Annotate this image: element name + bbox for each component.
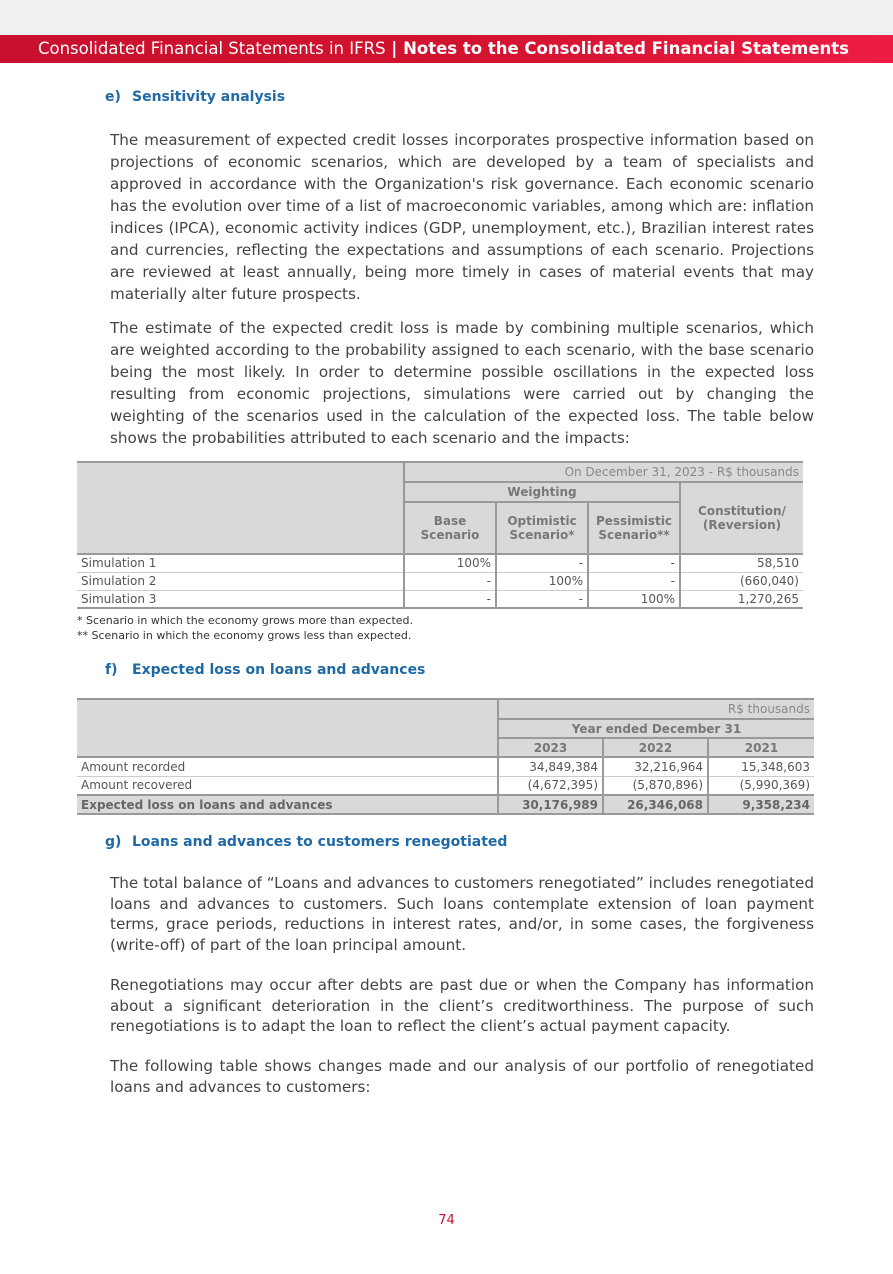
table1-constitution-header: Constitution/ (Reversion) xyxy=(680,482,803,554)
top-margin xyxy=(0,0,893,35)
table1-caption: On December 31, 2023 - R$ thousands xyxy=(404,462,803,482)
table2-caption: R$ thousands xyxy=(498,699,814,719)
section-g-letter: g) xyxy=(105,834,122,850)
cell-2023: 34,849,384 xyxy=(498,757,603,776)
section-e-title: Sensitivity analysis xyxy=(132,89,286,105)
row-label: Simulation 1 xyxy=(77,554,404,572)
cell-value: (660,040) xyxy=(740,574,799,588)
cell-base: - xyxy=(404,590,496,608)
cell-pessimistic: 100% xyxy=(588,590,680,608)
section-g-paragraph-3: The following table shows changes made and our analysis of our portfolio of renegotiated loans and advances to customers: xyxy=(110,1057,814,1096)
cell-pessimistic: - xyxy=(588,554,680,572)
cell-optimistic: - xyxy=(496,590,588,608)
row-label: Simulation 2 xyxy=(77,572,404,590)
table1-note-1: * Scenario in which the economy grows more than expected. xyxy=(77,614,414,627)
header-left-title: Consolidated Financial Statements in IFRS xyxy=(37,39,386,58)
table-total-row xyxy=(77,795,814,814)
section-f-title: Expected loss on loans and advances xyxy=(132,662,426,678)
total-label: Expected loss on loans and advances xyxy=(77,795,498,814)
cell-optimistic: 100% xyxy=(496,572,588,590)
section-g-heading xyxy=(105,834,507,850)
table-row xyxy=(77,776,814,795)
table1-col-base: Base Scenario xyxy=(404,502,496,554)
row-label: Simulation 3 xyxy=(77,590,404,608)
section-e-paragraph-1: The measurement of expected credit losses incorporates prospective information based on projections of economic scenarios, which are developed by a team of specialists and approved in accordance with the Organization's risk governance. Each economic scenario has the evolution over time of a list of macroeconomic variables, among which are: inflation indices (IPCA), economic activity indices (GDP, unemployment, etc.), Brazilian interest rates and currencies, reflecting the expectations and assumptions of each scenario. Projections are reviewed at least annually, being more timely in cases of material events that may materially alter future prospects. xyxy=(110,131,814,303)
table-row xyxy=(77,572,803,590)
cell-value: 58,510 xyxy=(757,556,799,571)
cell-2021: (5,990,369) xyxy=(739,778,810,793)
cell-2023: (4,672,395) xyxy=(498,776,603,795)
table-row xyxy=(77,590,803,608)
section-e-paragraph-2: The estimate of the expected credit loss is made by combining multiple scenarios, which are weighted according to the probability assigned to each scenario, with the base scenario being the most likely. In order to determine possible oscillations in the expected loss resulting from economic projections, simulations were carried out by changing the weighting of the scenarios used in the calculation of the expected loss. The table below shows the probabilities attributed to each scenario and the impacts: xyxy=(110,319,814,447)
page-header-banner xyxy=(0,35,893,63)
header-separator: | xyxy=(385,39,404,58)
section-g-paragraph-1: The total balance of “Loans and advances to customers renegotiated” includes renegotiated loans and advances to customers. Such loans contemplate extension of loan payment terms, grace periods, reductions in interest rates, and/or, in some cases, the forgiveness (write-off) of part of the loan principal amount. xyxy=(110,874,814,954)
table1-weighting-header: Weighting xyxy=(404,482,680,502)
total-2021: 9,358,234 xyxy=(742,797,810,812)
cell-base: 100% xyxy=(404,554,496,572)
total-2023: 30,176,989 xyxy=(498,795,603,814)
expected-loss-table xyxy=(77,698,814,815)
cell-2022: 32,216,964 xyxy=(603,757,708,776)
table1-col-optimistic: Optimistic Scenario* xyxy=(496,502,588,554)
section-g-paragraph-2: Renegotiations may occur after debts are past due or when the Company has information about a significant deterioration in the client’s creditworthiness. The purpose of such renegotiations is to adapt the loan to reflect the client’s actual payment capacity. xyxy=(110,976,814,1035)
section-f-letter: f) xyxy=(105,662,118,678)
row-label: Amount recorded xyxy=(77,757,498,776)
total-2022: 26,346,068 xyxy=(603,795,708,814)
table2-col-2022: 2022 xyxy=(603,738,708,757)
page-number: 74 xyxy=(438,1213,455,1228)
table1-corner xyxy=(77,462,404,554)
section-e-letter: e) xyxy=(105,89,121,105)
table-row xyxy=(77,554,803,572)
cell-2021: 15,348,603 xyxy=(741,759,810,774)
section-f-heading xyxy=(105,662,425,678)
table1-note-2: ** Scenario in which the economy grows less than expected. xyxy=(77,629,412,642)
section-g-title: Loans and advances to customers renegotiated xyxy=(132,834,508,850)
cell-base: - xyxy=(404,572,496,590)
row-label: Amount recovered xyxy=(77,776,498,795)
table2-col-2021: 2021 xyxy=(708,738,814,757)
header-right-title: Notes to the Consolidated Financial Statements xyxy=(403,39,849,58)
table2-year-header: Year ended December 31 xyxy=(498,719,814,738)
table2-corner xyxy=(77,699,498,757)
section-e-heading xyxy=(105,89,285,105)
table1-col-pessimistic: Pessimistic Scenario** xyxy=(588,502,680,554)
table2-col-2023: 2023 xyxy=(498,738,603,757)
cell-2022: (5,870,896) xyxy=(603,776,708,795)
cell-value: 1,270,265 xyxy=(737,591,799,606)
sensitivity-table xyxy=(77,461,803,609)
cell-pessimistic: - xyxy=(588,572,680,590)
table-row xyxy=(77,757,814,776)
cell-optimistic: - xyxy=(496,554,588,572)
